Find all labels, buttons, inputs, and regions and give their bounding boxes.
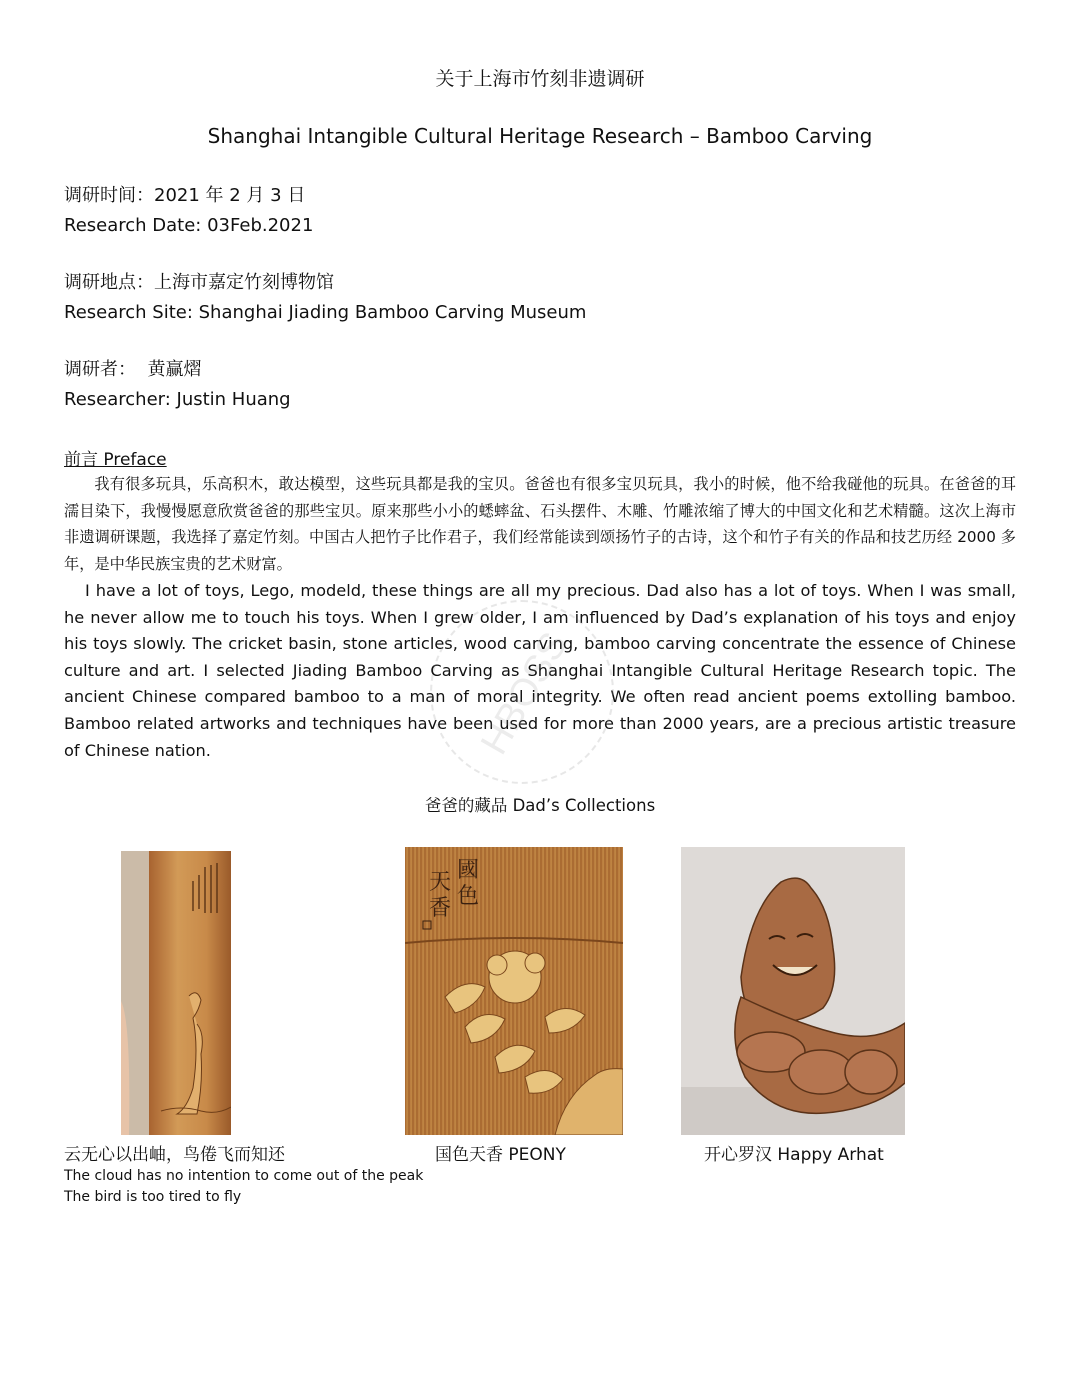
svg-text:天: 天 xyxy=(429,870,452,895)
researcher-zh: 调研者： 黄赢熠 xyxy=(64,359,202,380)
watermark-seal xyxy=(430,600,614,784)
title-english: Shanghai Intangible Cultural Heritage Research – Bamboo Carving xyxy=(207,124,873,148)
preface-chinese: 我有很多玩具，乐高积木，敢达模型，这些玩具都是我的宝贝。爸爸也有很多宝贝玩具，我小的时候，他不给我碰他的玩具。在爸爸的耳濡目染下，我慢慢愿意欣赏爸爸的那些宝贝。原来那些小小的蟋蟀盆、石头摆件、木雕、竹雕浓缩了博大的中国文化和艺术精髓。这次上海市非遗调研课题，我选择了嘉定竹刻。中国古人把竹子比作君子，我们经常能读到颂扬竹子的古诗，这个和竹子有关的作品和技艺历经 2000 多年，是中华民族宝贵的艺术财富。 xyxy=(64,475,1016,573)
svg-text:HBOSS: HBOSS xyxy=(473,625,577,762)
research-date-zh: 调研时间：2021 年 2 月 3 日 xyxy=(64,185,306,206)
peony-carving-photo xyxy=(405,847,623,1135)
collections-heading: 爸爸的藏品 Dad’s Collections xyxy=(424,796,656,815)
research-date-en: Research Date: 03Feb.2021 xyxy=(64,215,314,236)
happy-arhat-photo xyxy=(681,847,905,1135)
photo-caption-cloud: 云无心以出岫，鸟倦飞而知还 xyxy=(64,1145,285,1165)
photo-caption-cloud-en-1: The cloud has no intention to come out of the peak xyxy=(64,1168,424,1184)
svg-text:色: 色 xyxy=(457,884,480,909)
research-site-zh: 调研地点：上海市嘉定竹刻博物馆 xyxy=(64,272,334,293)
svg-text:國: 國 xyxy=(457,858,480,883)
photo-caption-cloud-en-2: The bird is too tired to fly xyxy=(64,1189,242,1205)
photo-caption-arhat: 开心罗汉 Happy Arhat xyxy=(704,1145,884,1165)
preface-english: I have a lot of toys, Lego, modeld, these things are all my precious. Dad also has a lot of toys. When I was small, he never allow me to touch his toys. When I grew older, I am influenced by Dad’s explanation of his toys and enjoy his toys slowly. The cricket basin, stone articles, wood carving, bamboo carving concentrate the essence of Chinese culture and art. I selected Jiading Bamboo Carving as Shanghai Intangible Cultural Heritage Research topic. The ancient Chinese compared bamboo to a man of moral integrity. We often read ancient poems extolling bamboo. Bamboo related artworks and techniques have been used for more than 2000 years, are a precious artistic treasure of Chinese nation. xyxy=(64,581,1016,760)
preface-heading: 前言 Preface xyxy=(64,450,167,470)
bamboo-carving-photo xyxy=(121,851,231,1135)
research-site-en: Research Site: Shanghai Jiading Bamboo Carving Museum xyxy=(64,302,587,323)
photo-caption-peony: 国色天香 PEONY xyxy=(435,1145,566,1165)
svg-text:香: 香 xyxy=(429,896,452,921)
researcher-en: Researcher: Justin Huang xyxy=(64,389,291,410)
title-chinese: 关于上海市竹刻非遗调研 xyxy=(435,68,645,90)
